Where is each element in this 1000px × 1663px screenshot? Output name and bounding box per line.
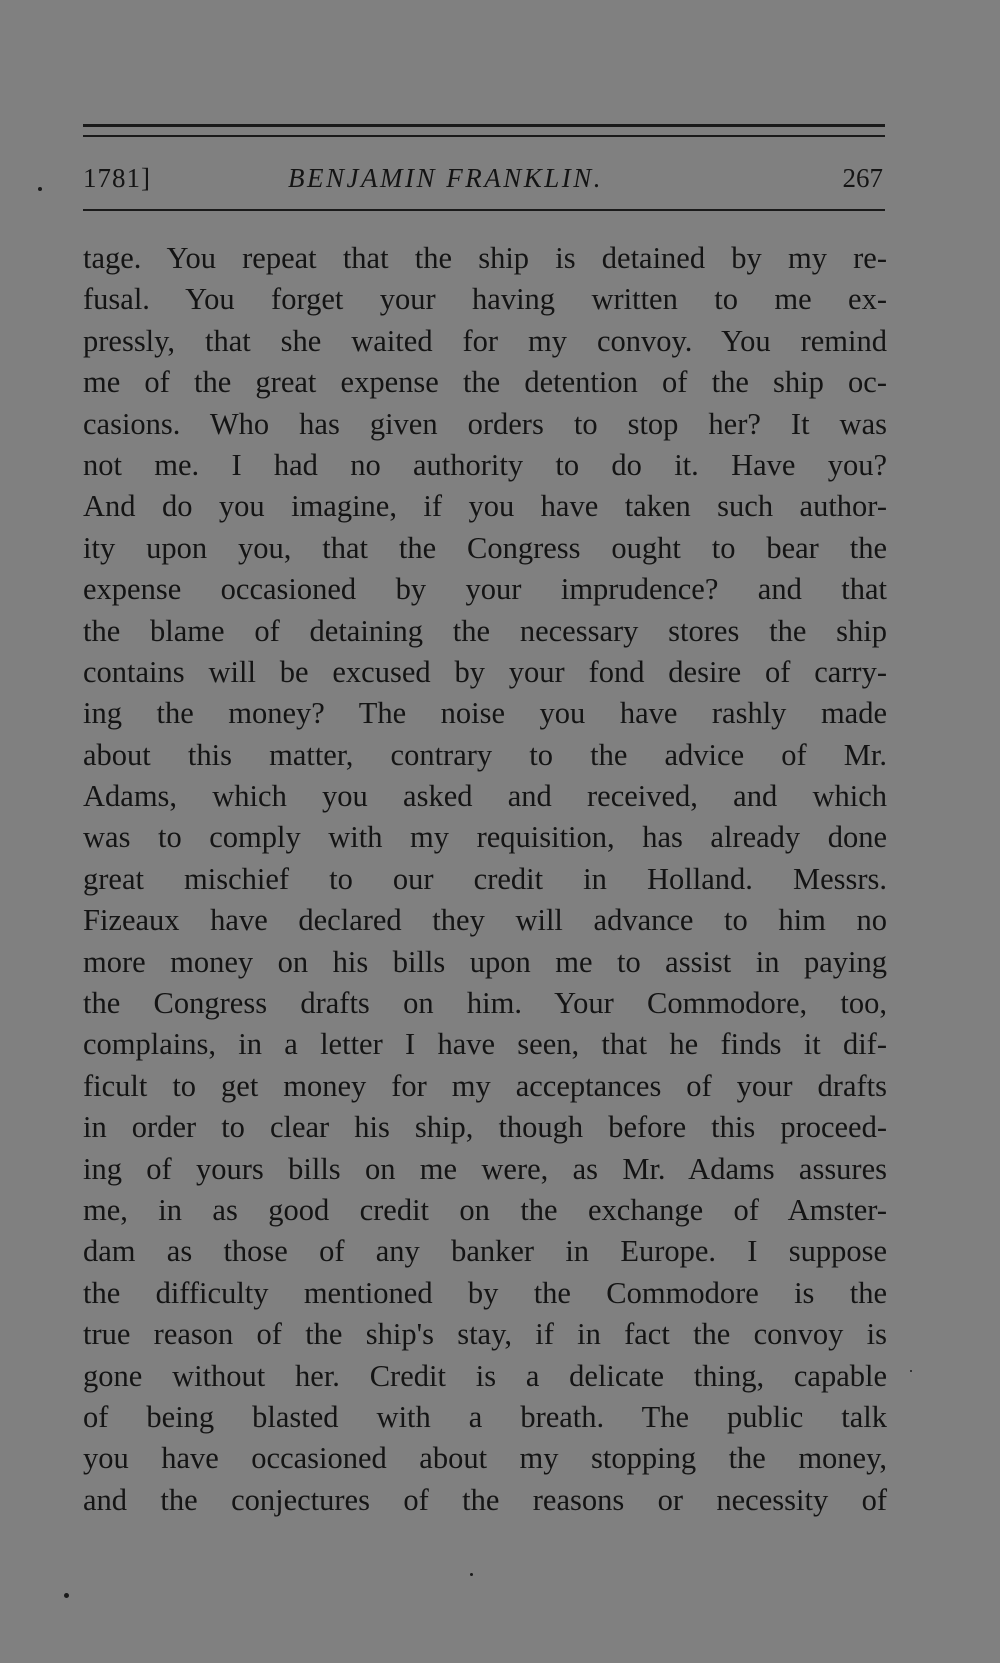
running-head-rule [83,209,885,211]
text-line: was to comply with my requisition, has already done [83,820,887,855]
text-line: ing of yours bills on me were, as Mr. Adams assures [83,1151,887,1186]
text-line: more money on his bills upon me to assist in paying [83,944,887,979]
text-line: ing the money? The noise you have rashly made [83,696,887,731]
text-line: the difficulty mentioned by the Commodore is the [83,1275,887,1310]
text-line: me, in as good credit on the exchange of Amster- [83,1192,887,1227]
text-line: in order to clear his ship, though before this proceed- [83,1110,887,1145]
text-line: fusal. You forget your having written to me ex- [83,282,887,317]
scan-speck [910,1370,912,1372]
header-rule-thin [83,135,885,137]
text-line: you have occasioned about my stopping the money, [83,1441,887,1476]
text-line: me of the great expense the detention of the ship oc- [83,365,887,400]
running-head-year: 1781] [83,163,151,193]
text-line: the Congress drafts on him. Your Commodore, too, [83,986,887,1021]
text-line: great mischief to our credit in Holland. Messrs. [83,861,887,896]
text-line: Adams, which you asked and received, and which [83,779,887,814]
text-line: and the conjectures of the reasons or necessity of [83,1482,887,1517]
header-rule-thick [83,124,885,127]
scan-speck [64,1593,69,1598]
scan-speck [470,1573,473,1576]
text-line: ity upon you, that the Congress ought to bear the [83,530,887,565]
text-line: gone without her. Credit is a delicate thing, capable [83,1358,887,1393]
text-line: not me. I had no authority to do it. Have you? [83,447,887,482]
body-text [83,238,887,1521]
text-line: tage. You repeat that the ship is detained by my re- [83,241,887,275]
text-line: of being blasted with a breath. The public talk [83,1399,887,1434]
text-line: Fizeaux have declared they will advance to him no [83,903,887,938]
scan-speck [38,187,42,191]
text-line: about this matter, contrary to the advice of Mr. [83,737,887,772]
text-line: pressly, that she waited for my convoy. You remind [83,323,887,358]
text-line: true reason of the ship's stay, if in fact the convoy is [83,1317,887,1352]
text-line: casions. Who has given orders to stop her? It was [83,406,887,441]
page-number: 267 [842,163,883,193]
text-line: complains, in a letter I have seen, that he finds it dif- [83,1027,887,1062]
text-line: contains will be excused by your fond desire of carry- [83,654,887,689]
running-head [83,158,885,198]
text-line: And do you imagine, if you have taken such author- [83,489,887,524]
text-line: ficult to get money for my acceptances of your drafts [83,1068,887,1103]
running-head-title: BENJAMIN FRANKLIN. [288,163,603,193]
text-line: the blame of detaining the necessary stores the ship [83,613,887,648]
text-line: dam as those of any banker in Europe. I suppose [83,1234,887,1269]
text-line: expense occasioned by your imprudence? and that [83,572,887,607]
